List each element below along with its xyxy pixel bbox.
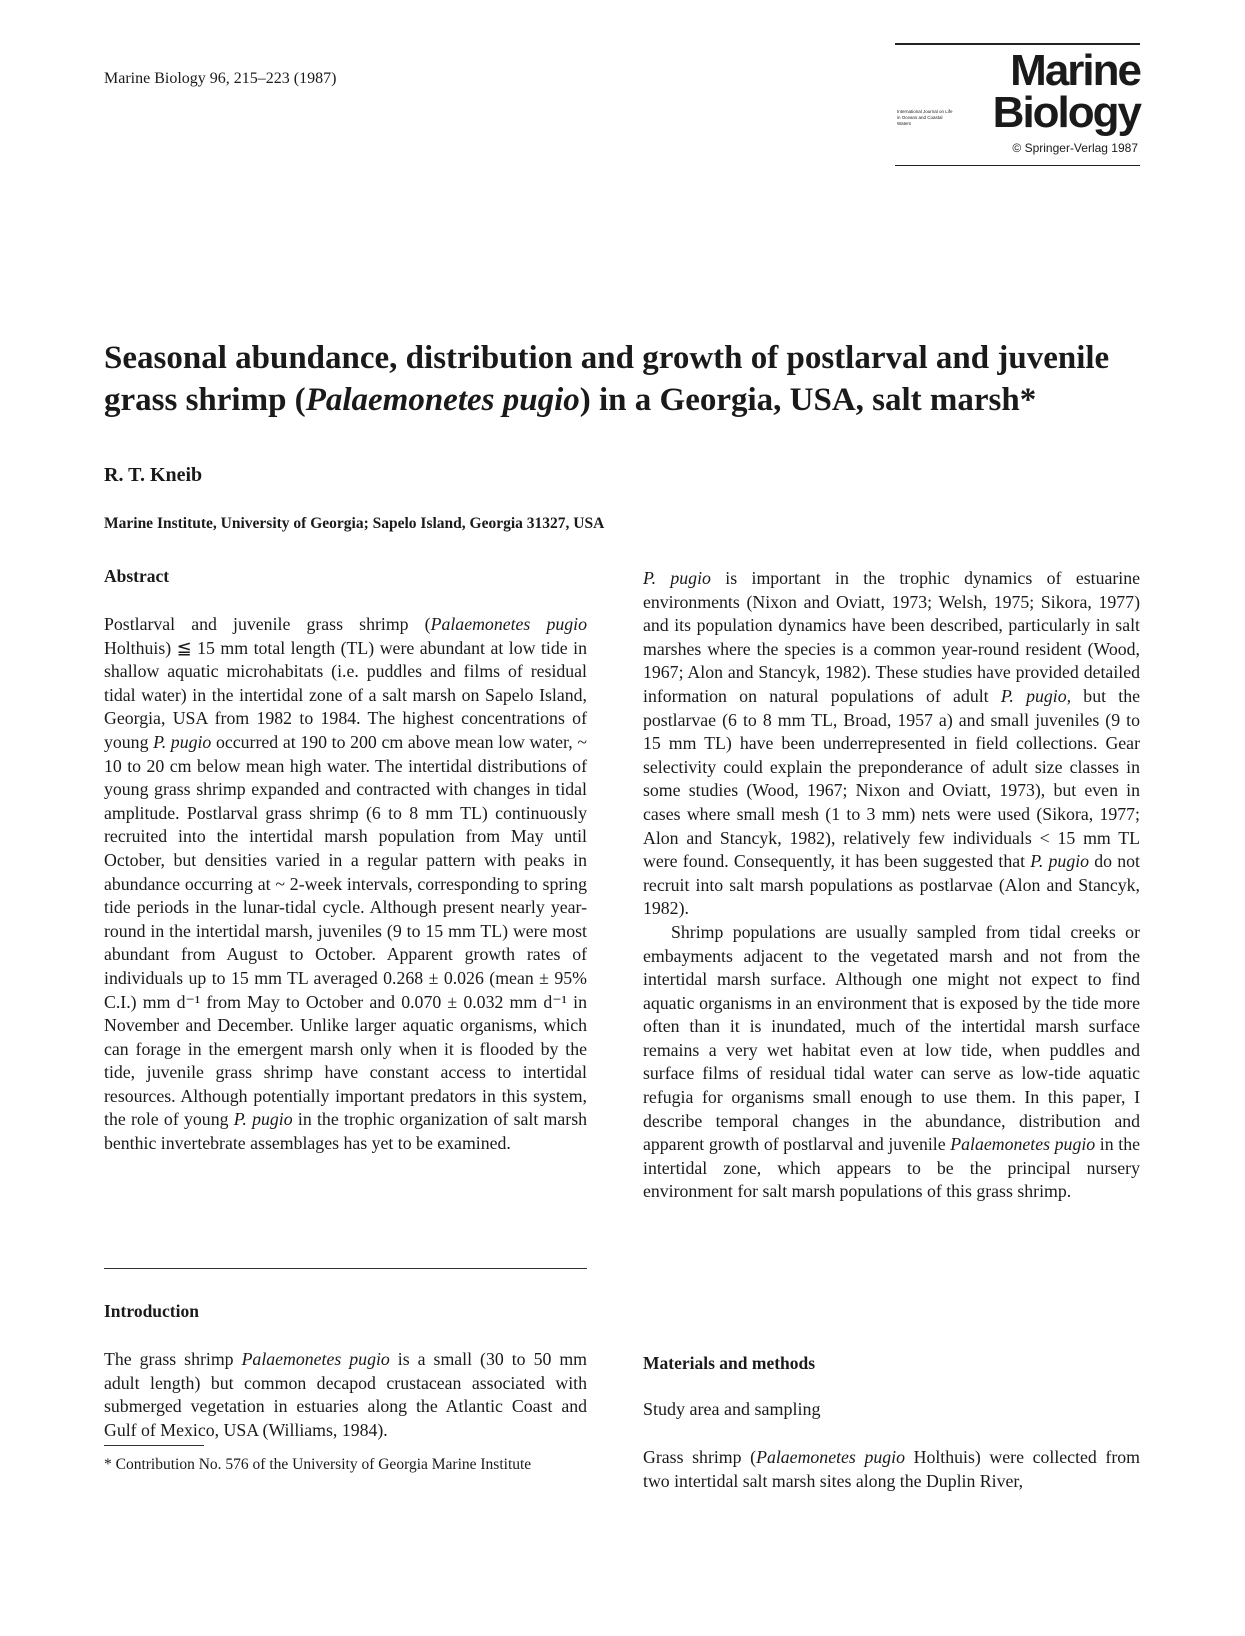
abstract-text: in the trophic organization of salt marsh benthic invertebrate assemblages has yet to be examined.	[104, 1109, 588, 1154]
abstract-rule	[104, 1268, 587, 1269]
copyright: © Springer-Verlag 1987	[1012, 141, 1138, 155]
abstract-text: Holthuis) ≦ 15 mm total length (TL) were abundant at low tide in shallow aquatic microhabitats (i.e. puddles and films of residual tidal water) in the intertidal zone of a salt marsh on Sapelo Island, Georgia, USA from 1982 to 1984. The highest concentrations of young	[104, 637, 587, 752]
body-text: Grass shrimp (	[643, 1447, 757, 1467]
title-part-1: Seasonal abundance, distribution and growth of postlarval and juvenile grass shrimp (	[104, 340, 1110, 418]
abstract-species: P. pugio	[153, 731, 212, 752]
logo-word-biology: Biology	[992, 88, 1140, 137]
journal-logo	[895, 43, 1140, 168]
intro-text: The grass shrimp	[104, 1349, 242, 1369]
species-name: P. pugio,	[1000, 685, 1072, 706]
species-name: P. pugio	[643, 568, 711, 588]
body-text: Holthuis) were collected from two intertidal salt marsh sites along the Duplin River,	[643, 1447, 1140, 1491]
study-area-heading: Study area and sampling	[643, 1399, 821, 1419]
abstract-body	[104, 613, 587, 1156]
journal-citation: Marine Biology 96, 215–223 (1987)	[104, 70, 337, 87]
body-text: in the intertidal zone, which appears to be the principal nursery environment for salt marsh populations of this grass shrimp.	[643, 1134, 1140, 1202]
abstract-text: occurred at 190 to 200 cm above mean low water, ~ 10 to 20 cm below mean high water. The intertidal distributions of young grass shrimp expanded and contracted with changes in tidal amplitude. Postlarval grass shrimp (6 to 8 mm TL) continuously recruited into the intertidal marsh population from May until October, but densities varied in a regular pattern with peaks in abundance occurring at ~ 2-week intervals, corresponding to spring tide periods in the lunar-tidal cycle. Although present nearly year-round in the intertidal marsh, juveniles (9 to 15 mm TL) were most abundant from August to October. Apparent growth rates of individuals up to 15 mm TL averaged 0.268 ± 0.026 (mean ± 95% C.I.) mm d⁻¹ from May to October and 0.070 ± 0.032 mm d⁻¹ in November and December. Unlike larger aquatic organisms, which can forage in the emergent marsh only when it is flooded by the tide, juvenile grass shrimp have constant access to intertidal resources. Although potentially important predators in this system, the role of young	[104, 731, 587, 1130]
intro-continued	[643, 567, 1140, 1204]
paper-title	[104, 337, 1154, 421]
body-text: is important in the trophic dynamics of estuarine environments (Nixon and Oviatt, 1973; Welsh, 1975; Sikora, 1977) and its population dynamics have been described, particularly in salt marshes where the species is a common year-round resident (Wood, 1967; Alon and Stancyk, 1982). These studies have provided detailed information on natural populations of adult	[643, 568, 1140, 706]
affiliation: Marine Institute, University of Georgia; Sapelo Island, Georgia 31327, USA	[104, 515, 605, 532]
logo-word-marine: Marine	[1010, 46, 1140, 95]
introduction-body	[104, 1348, 587, 1442]
intro-species: Palaemonetes pugio	[241, 1349, 390, 1369]
title-part-2: ) in a Georgia, USA, salt marsh*	[579, 382, 1037, 418]
body-text: do not recruit into salt marsh populations as postlarvae (Alon and Stancyk, 1982).	[643, 851, 1140, 919]
body-text: Shrimp populations are usually sampled from tidal creeks or embayments adjacent to the vegetated marsh and not from the intertidal marsh surface. Although one might not expect to find aquatic organisms in an environment that is exposed by the tide more often than it is inundated, much of the intertidal marsh surface remains a very wet habitat even at low tide, when puddles and surface films of residual tidal water can serve as low-tide aquatic refugia for organisms small enough to use them. In this paper, I describe temporal changes in the abundance, distribution and apparent growth of postlarval and juvenile	[643, 921, 1140, 1155]
footnote: * Contribution No. 576 of the University of Georgia Marine Institute	[104, 1456, 532, 1473]
abstract-species: P. pugio	[233, 1109, 293, 1130]
methods-heading: Materials and methods	[643, 1353, 816, 1373]
body-text: but the postlarvae (6 to 8 mm TL, Broad, 1957 a) and small juveniles (9 to 15 mm TL) have been underrepresented in field collections. Gear selectivity could explain the preponderance of adult size classes in some studies (Wood, 1967; Nixon and Oviatt, 1973), but even in cases where small mesh (1 to 3 mm) nets were used (Sikora, 1977; Alon and Stancyk, 1982), relatively few individuals < 15 mm TL were found. Consequently, it has been suggested that	[643, 685, 1140, 872]
species-name: Palaemonetes pugio	[950, 1134, 1096, 1155]
abstract-text: Postlarval and juvenile grass shrimp (	[104, 614, 431, 634]
logo-tagline: International Journal on Life in Oceans and Coastal Waters	[897, 109, 953, 126]
species-name: Palaemonetes pugio	[756, 1447, 905, 1467]
introduction-heading: Introduction	[104, 1301, 199, 1321]
author: R. T. Kneib	[104, 464, 203, 486]
title-species: Palaemonetes pugio	[305, 382, 580, 418]
abstract-heading: Abstract	[104, 566, 170, 586]
intro-text: is a small (30 to 50 mm adult length) but common decapod crustacean associated with submerged vegetation in estuaries along the Atlantic Coast and Gulf of Mexico, USA (Williams, 1984).	[104, 1349, 587, 1440]
abstract-species: Palaemonetes pugio	[430, 614, 587, 634]
logo-top-rule	[895, 43, 1140, 45]
methods-body	[643, 1446, 1140, 1493]
logo-bottom-rule	[895, 165, 1140, 166]
species-name: P. pugio	[1030, 851, 1090, 872]
footnote-rule	[104, 1445, 204, 1446]
